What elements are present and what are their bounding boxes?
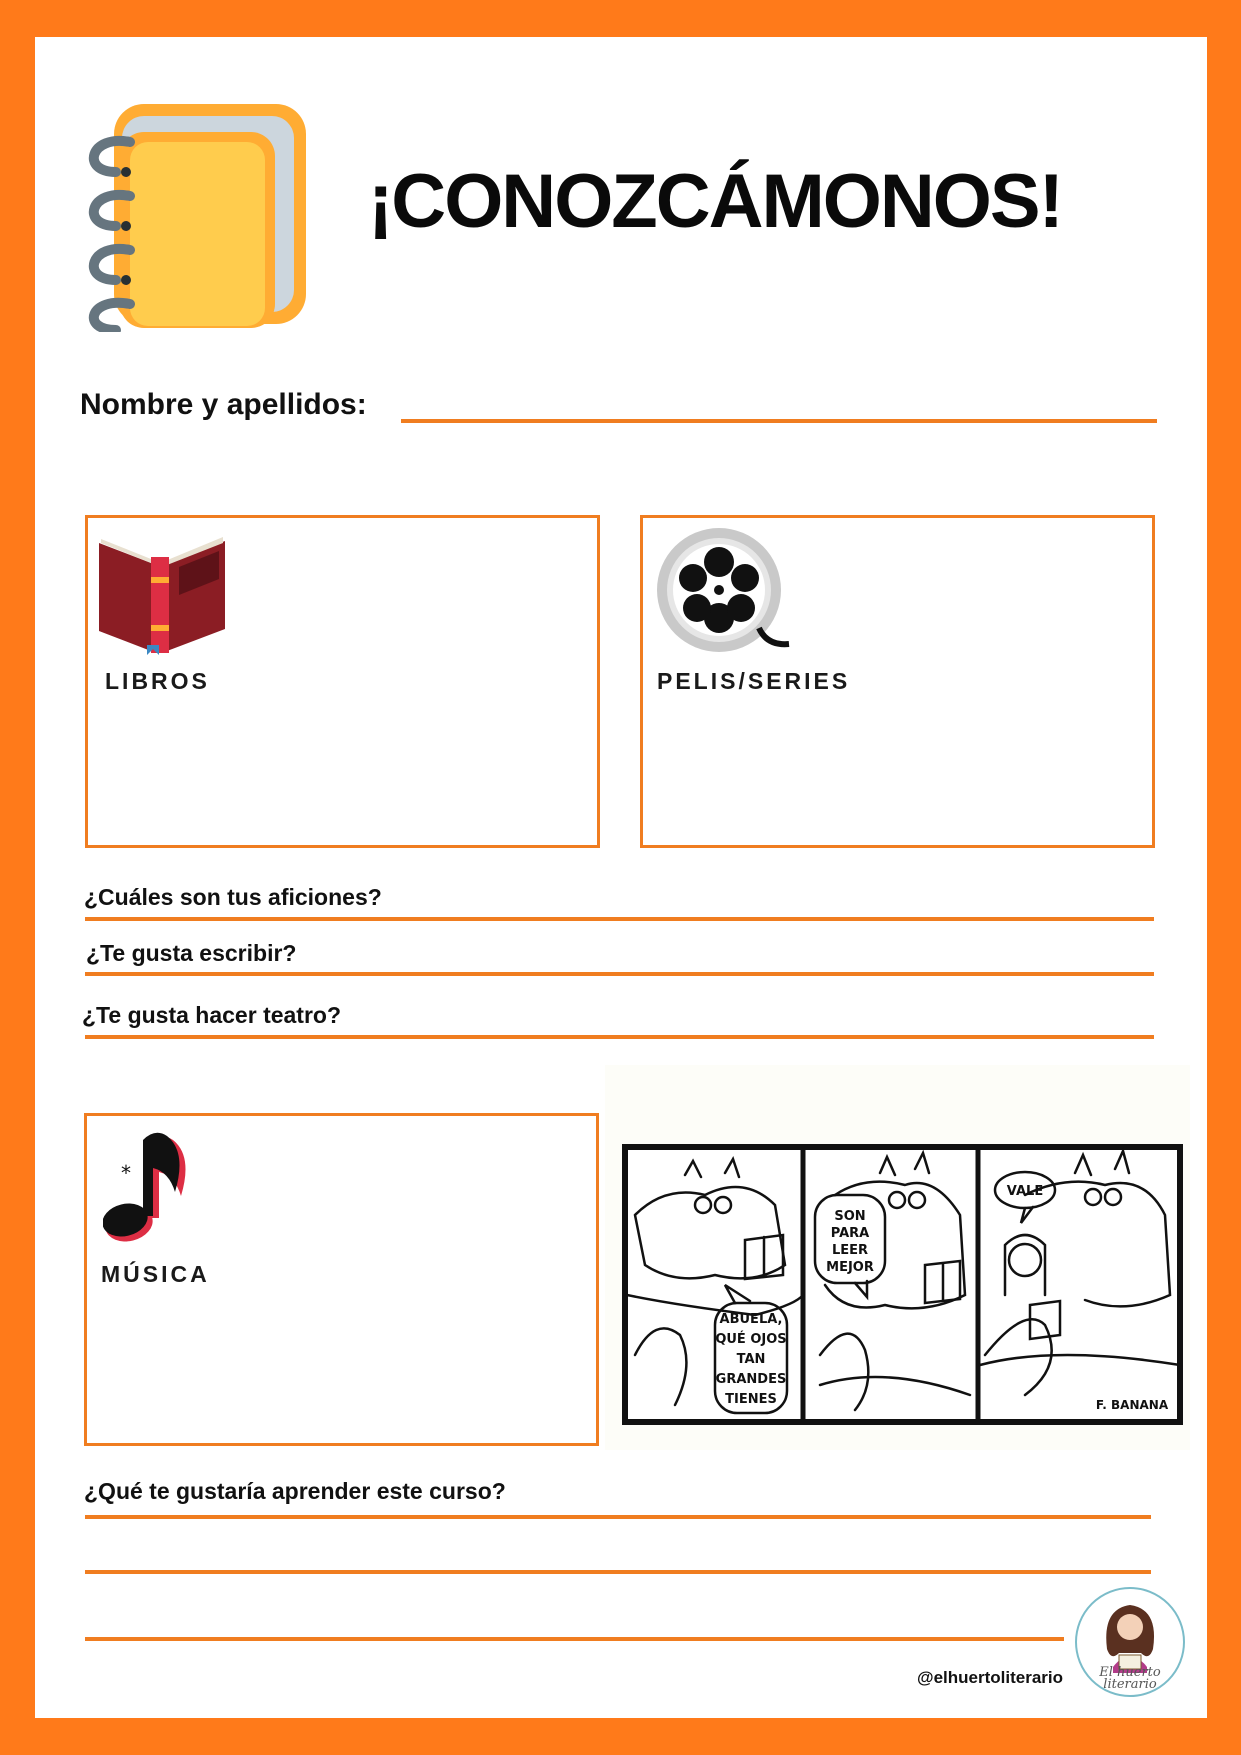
name-label: Nombre y apellidos: <box>80 388 367 421</box>
question-teatro: ¿Te gusta hacer teatro? <box>82 1002 342 1028</box>
answer-line-aficiones[interactable] <box>85 917 1154 921</box>
bubble2-line4: MEJOR <box>826 1260 874 1275</box>
logo-el-huerto-literario <box>1075 1587 1185 1697</box>
answer-line-aprender-3[interactable] <box>85 1637 1064 1641</box>
bubble1-line5: TIENES <box>725 1392 777 1407</box>
pelis-label: PELIS/SERIES <box>657 668 851 694</box>
logo-text-line2: literario <box>1103 1677 1157 1692</box>
answer-line-escribir[interactable] <box>85 972 1154 976</box>
question-aprender: ¿Qué te gustaría aprender este curso? <box>84 1478 506 1504</box>
film-reel-icon <box>655 528 795 652</box>
musica-label: MÚSICA <box>101 1261 210 1287</box>
comic-signature: F. BANANA <box>1095 1398 1169 1412</box>
music-note-icon <box>103 1132 189 1246</box>
bubble3-text: VALE <box>1006 1184 1044 1199</box>
answer-line-aprender-2[interactable] <box>85 1570 1151 1574</box>
bubble1-line2: QUÉ OJOS <box>715 1332 787 1347</box>
answer-line-aprender-1[interactable] <box>85 1515 1151 1519</box>
comic-strip <box>605 1065 1190 1450</box>
bubble1-line4: GRANDES <box>715 1372 787 1387</box>
answer-line-teatro[interactable] <box>85 1035 1154 1039</box>
bubble2-line1: SON <box>834 1209 866 1224</box>
comic-drawing <box>605 1065 1190 1450</box>
bubble2-line2: PARA <box>830 1226 870 1241</box>
social-handle: @elhuertoliterario <box>917 1668 1063 1687</box>
question-escribir: ¿Te gusta escribir? <box>86 940 297 966</box>
libros-label: LIBROS <box>105 668 210 694</box>
logo-text-line1: El huerto <box>1099 1665 1161 1680</box>
book-icon <box>97 527 227 655</box>
page-title: ¡CONOZCÁMONOS! <box>368 159 1062 244</box>
bubble1-line1: ABUELA, <box>719 1312 783 1327</box>
svg-text:*: * <box>121 1161 131 1185</box>
bubble2-line3: LEER <box>831 1243 869 1258</box>
question-aficiones: ¿Cuáles son tus aficiones? <box>84 884 382 910</box>
bubble1-line3: TAN <box>736 1352 766 1367</box>
notebook-icon <box>80 100 310 332</box>
name-field-line[interactable] <box>401 419 1157 423</box>
